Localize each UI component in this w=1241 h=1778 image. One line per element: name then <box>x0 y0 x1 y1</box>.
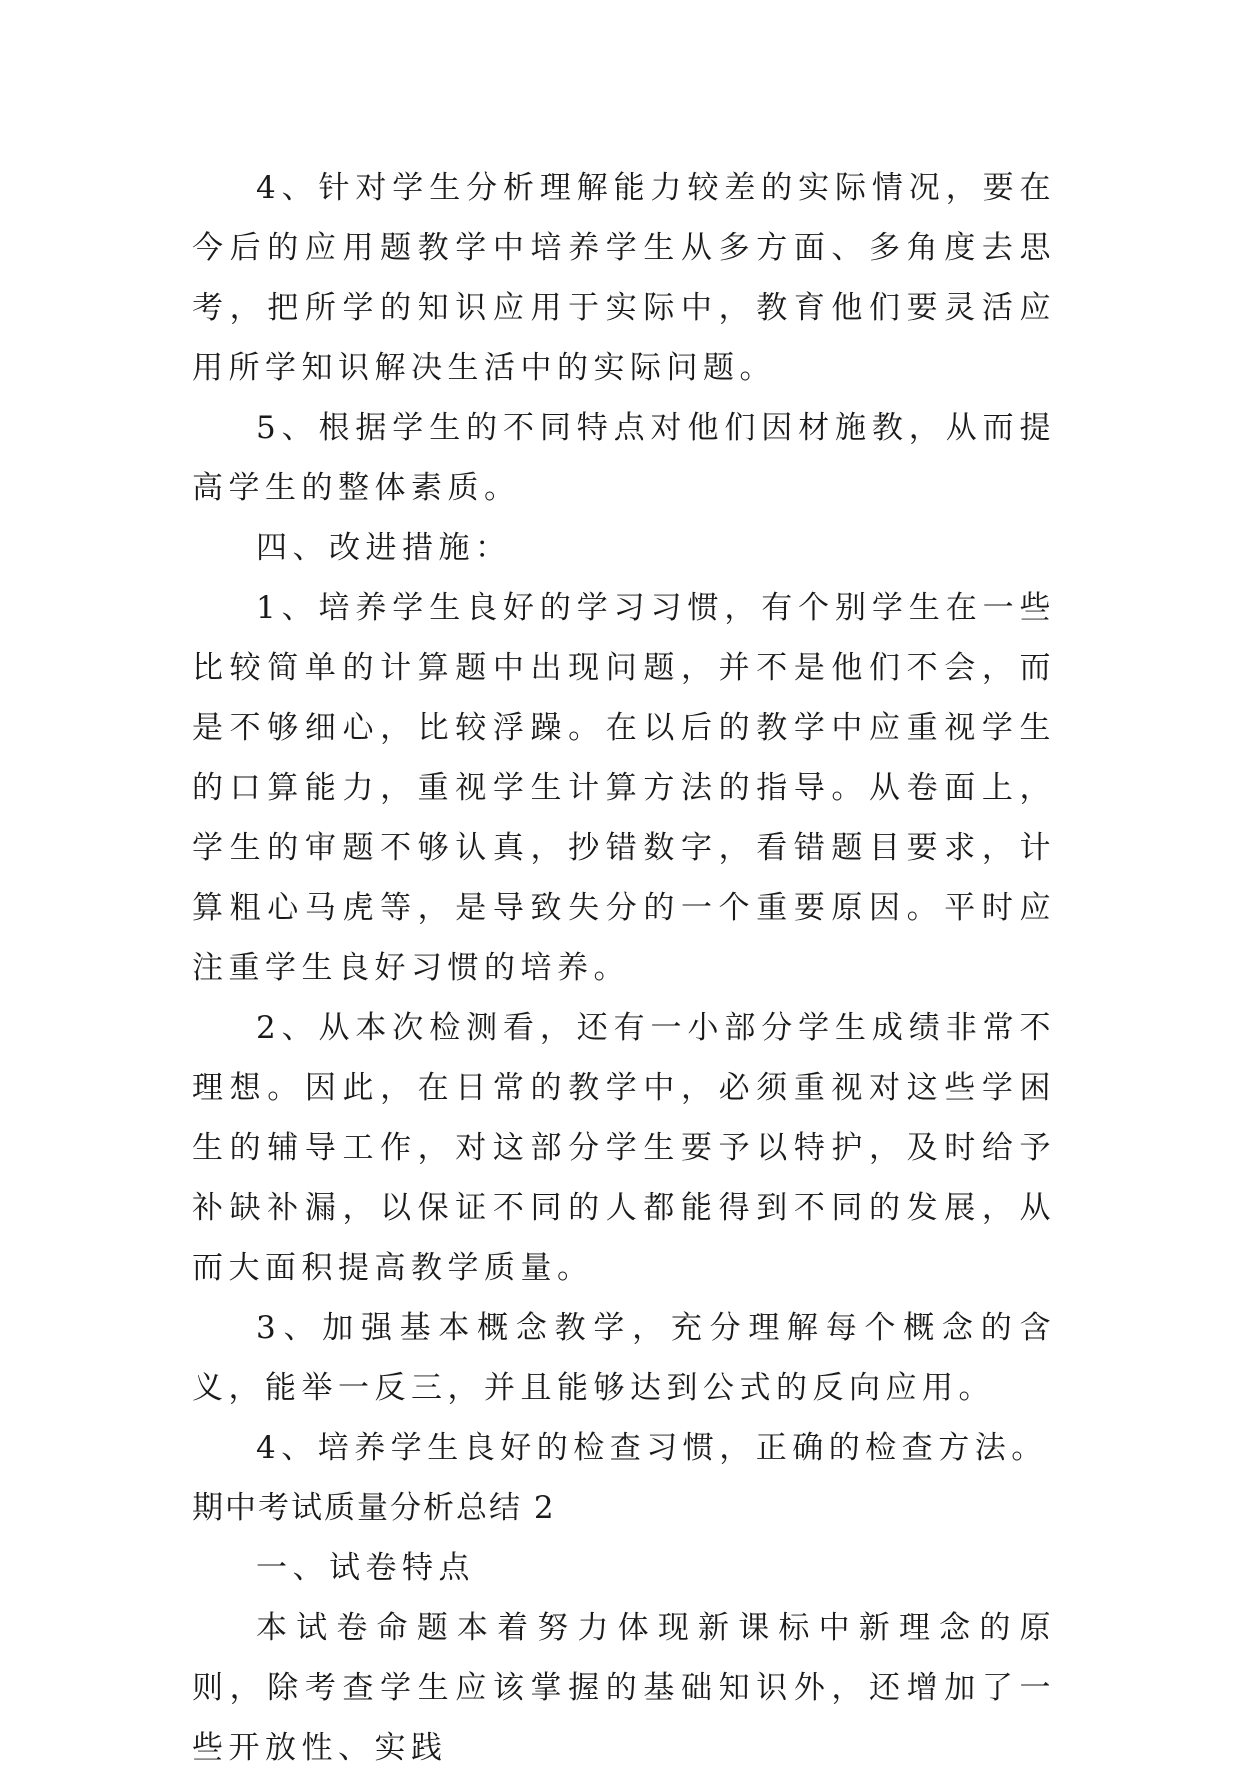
paragraph-measure-1: 1、培养学生良好的学习习惯，有个别学生在一些比较简单的计算题中出现问题，并不是他们不会，而是不够细心，比较浮躁。在以后的教学中应重视学生的口算能力，重视学生计算方法的指导。从卷面上，学生的审题不够认真，抄错数字，看错题目要求，计算粗心马虎等，是导致失分的一个重要原因。平时应注重学生良好习惯的培养。 <box>192 590 1056 986</box>
section-heading-measures: 四、改进措施： <box>256 530 512 566</box>
paragraph-measure-4: 4、培养学生良好的检查习惯，正确的检查方法。 <box>256 1430 1048 1466</box>
paragraph-paper-features: 本试卷命题本着努力体现新课标中新理念的原则，除考查学生应该掌握的基础知识外，还增加了一些开放性、实践 <box>192 1610 1056 1766</box>
section-heading-paper-features: 一、试卷特点 <box>256 1550 475 1586</box>
paragraph-measure-2: 2、从本次检测看，还有一小部分学生成绩非常不理想。因此，在日常的教学中，必须重视对这些学困生的辅导工作，对这部分学生要予以特护，及时给予补缺补漏，以保证不同的人都能得到不同的发展，从而大面积提高教学质量。 <box>192 1010 1056 1286</box>
paragraph-improvement-5: 5、根据学生的不同特点对他们因材施教，从而提高学生的整体素质。 <box>192 410 1056 506</box>
paragraph-improvement-4: 4、针对学生分析理解能力较差的实际情况，要在今后的应用题教学中培养学生从多方面、多角度去思考，把所学的知识应用于实际中，教育他们要灵活应用所学知识解决生活中的实际问题。 <box>192 170 1056 386</box>
document-body <box>192 158 1056 1778</box>
article-title: 期中考试质量分析总结 2 <box>192 1490 556 1526</box>
paragraph-measure-3: 3、加强基本概念教学，充分理解每个概念的含义，能举一反三，并且能够达到公式的反向应用。 <box>192 1310 1056 1406</box>
